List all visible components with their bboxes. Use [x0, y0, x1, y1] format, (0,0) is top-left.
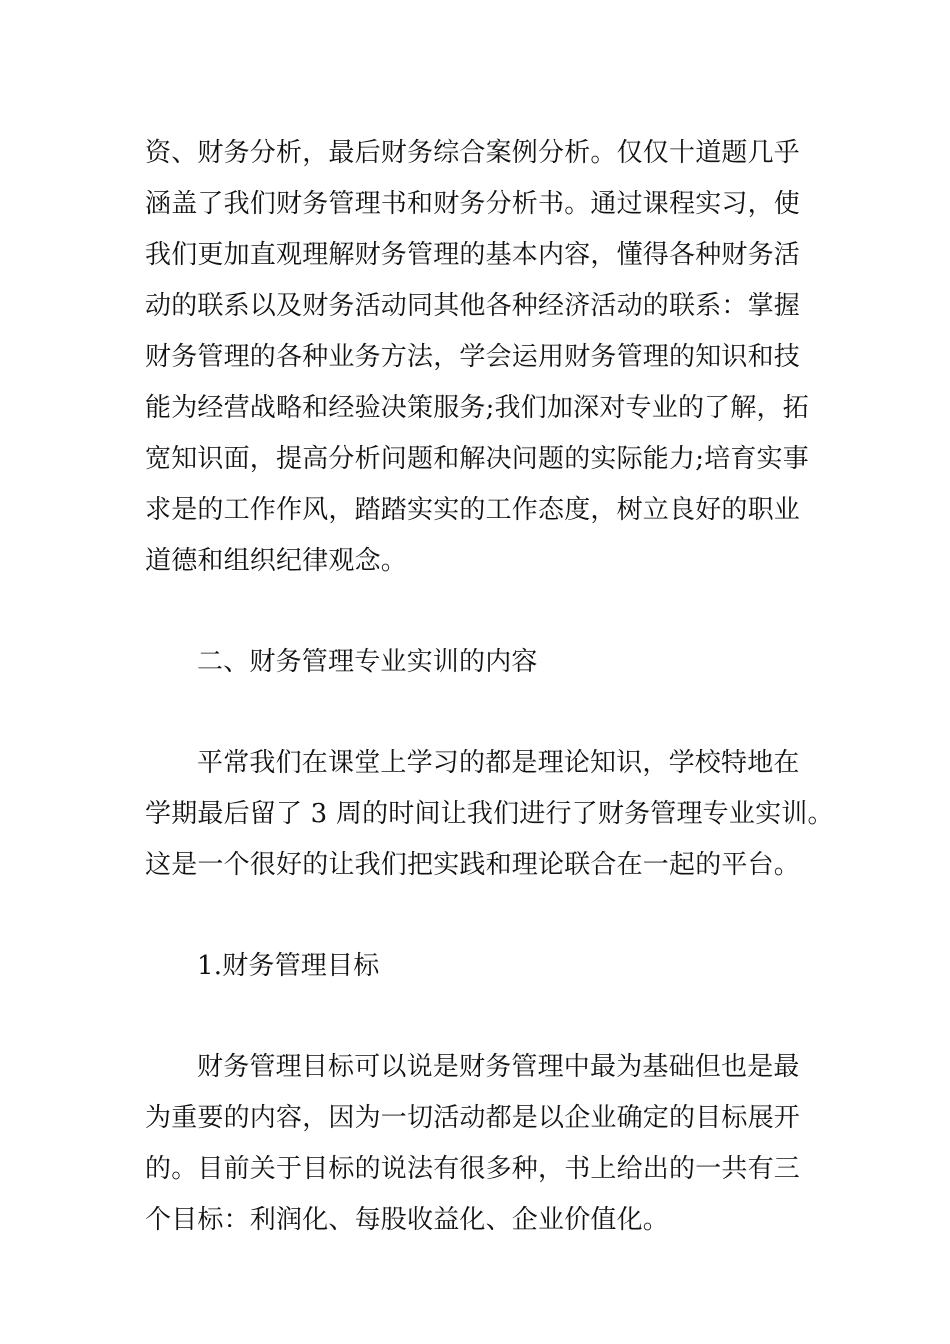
paragraph-1-line-9: 道德和组织纪律观念。 [145, 546, 408, 576]
paragraph-1-line-1: 资、财务分析，最后财务综合案例分析。仅仅十道题几乎 [145, 138, 801, 168]
paragraph-1-line-2: 涵盖了我们财务管理书和财务分析书。通过课程实习，使 [145, 189, 801, 219]
paragraph-3-line-4: 个目标：利润化、每股收益化、企业价值化。 [145, 1205, 670, 1235]
paragraph-2-line-3: 这是一个很好的让我们把实践和理论联合在一起的平台。 [145, 850, 801, 880]
paragraph-1-line-5: 财务管理的各种业务方法，学会运用财务管理的知识和技 [145, 342, 801, 372]
paragraph-3-line-3: 的。目前关于目标的说法有很多种，书上给出的一共有三 [145, 1154, 801, 1184]
paragraph-3-line-2: 为重要的内容，因为一切活动都是以企业确定的目标展开 [145, 1103, 801, 1133]
paragraph-2-line-2: 学期最后留了 3 周的时间让我们进行了财务管理专业实训。 [145, 799, 834, 829]
subsection-heading: 1.财务管理目标 [197, 951, 380, 981]
paragraph-3-line-1: 财务管理目标可以说是财务管理中最为基础但也是最 [197, 1052, 800, 1082]
paragraph-1-line-6: 能为经营战略和经验决策服务;我们加深对专业的了解，拓 [145, 393, 809, 423]
paragraph-1-line-8: 求是的工作作风，踏踏实实的工作态度，树立良好的职业 [145, 495, 801, 525]
paragraph-2-line-1: 平常我们在课堂上学习的都是理论知识，学校特地在 [197, 748, 800, 778]
paragraph-1-line-3: 我们更加直观理解财务管理的基本内容，懂得各种财务活 [145, 240, 801, 270]
paragraph-1-line-7: 宽知识面，提高分析问题和解决问题的实际能力;培育实事 [145, 444, 809, 474]
section-heading: 二、财务管理专业实训的内容 [197, 647, 538, 677]
paragraph-1-line-4: 动的联系以及财务活动同其他各种经济活动的联系：掌握 [145, 291, 801, 321]
